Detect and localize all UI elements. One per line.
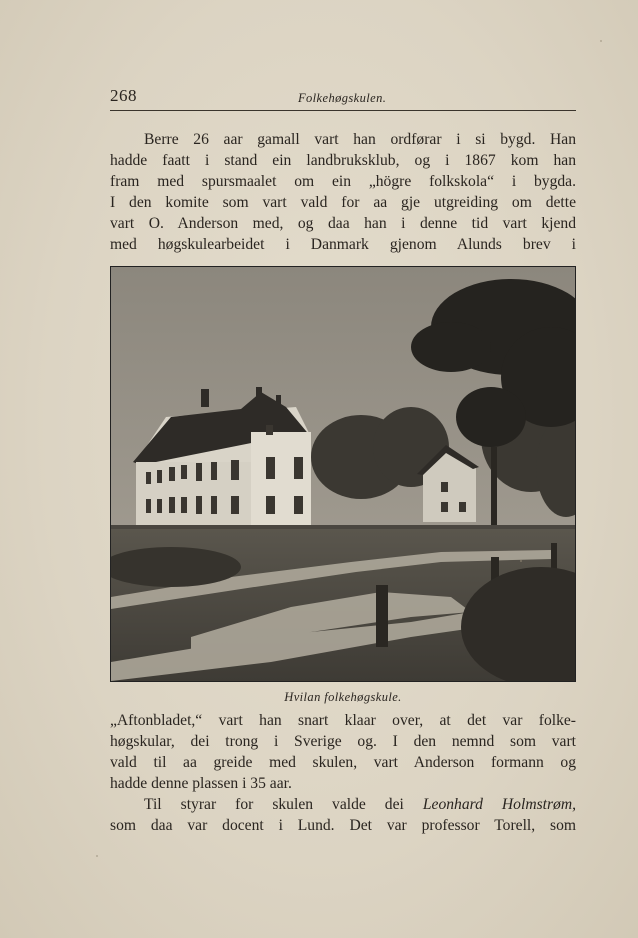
text-line: „Aftonbladet,“ vart han snart klaar over, at det var folke-: [110, 712, 576, 729]
paragraph-1: [110, 130, 576, 255]
paper-speck: [600, 40, 602, 42]
text-line: høgskular, dei trong i Sverige og. I den nemnd som vart: [110, 732, 576, 750]
text-line: [110, 795, 576, 816]
photo-illustration: [111, 267, 575, 681]
paper-speck: [520, 560, 522, 562]
text-line: fram med spursmaalet om ein „högre folkskola“ i bygda.: [110, 172, 576, 190]
text-line: hadde faatt i stand ein landbruksklub, og i 1867 kom han: [110, 151, 576, 169]
text-line: vart O. Anderson med, og daa han i denne tid vart kjend: [110, 214, 576, 232]
figure-caption: Hvilan folkehøgskule.: [284, 690, 402, 704]
paragraph-2: [110, 711, 576, 795]
text-line: I den komite som vart vald for aa gje utgreiding om dette: [110, 193, 576, 211]
text-line: med høgskulearbeidet i Danmark gjenom Alunds brev i: [110, 235, 576, 253]
school-photograph: [110, 266, 576, 682]
paragraph-3: [110, 795, 576, 837]
text-line: som daa var docent i Lund. Det var professor Torell, som: [110, 816, 576, 834]
text-fragment: Til styrar for skulen valde dei: [144, 796, 404, 813]
page-number: 268: [110, 86, 137, 105]
text-line: Berre 26 aar gamall vart han ordførar i si bygd. Han: [144, 131, 576, 148]
text-line: vald til aa greide med skulen, vart Anderson formann og: [110, 753, 576, 771]
running-title: Folkehøgskulen.: [298, 91, 387, 105]
person-name: Leonhard Holmstrøm,: [422, 796, 577, 813]
page-header: [110, 86, 576, 111]
paper-speck: [96, 855, 98, 857]
text-line: hadde denne plassen i 35 aar.: [110, 774, 292, 792]
